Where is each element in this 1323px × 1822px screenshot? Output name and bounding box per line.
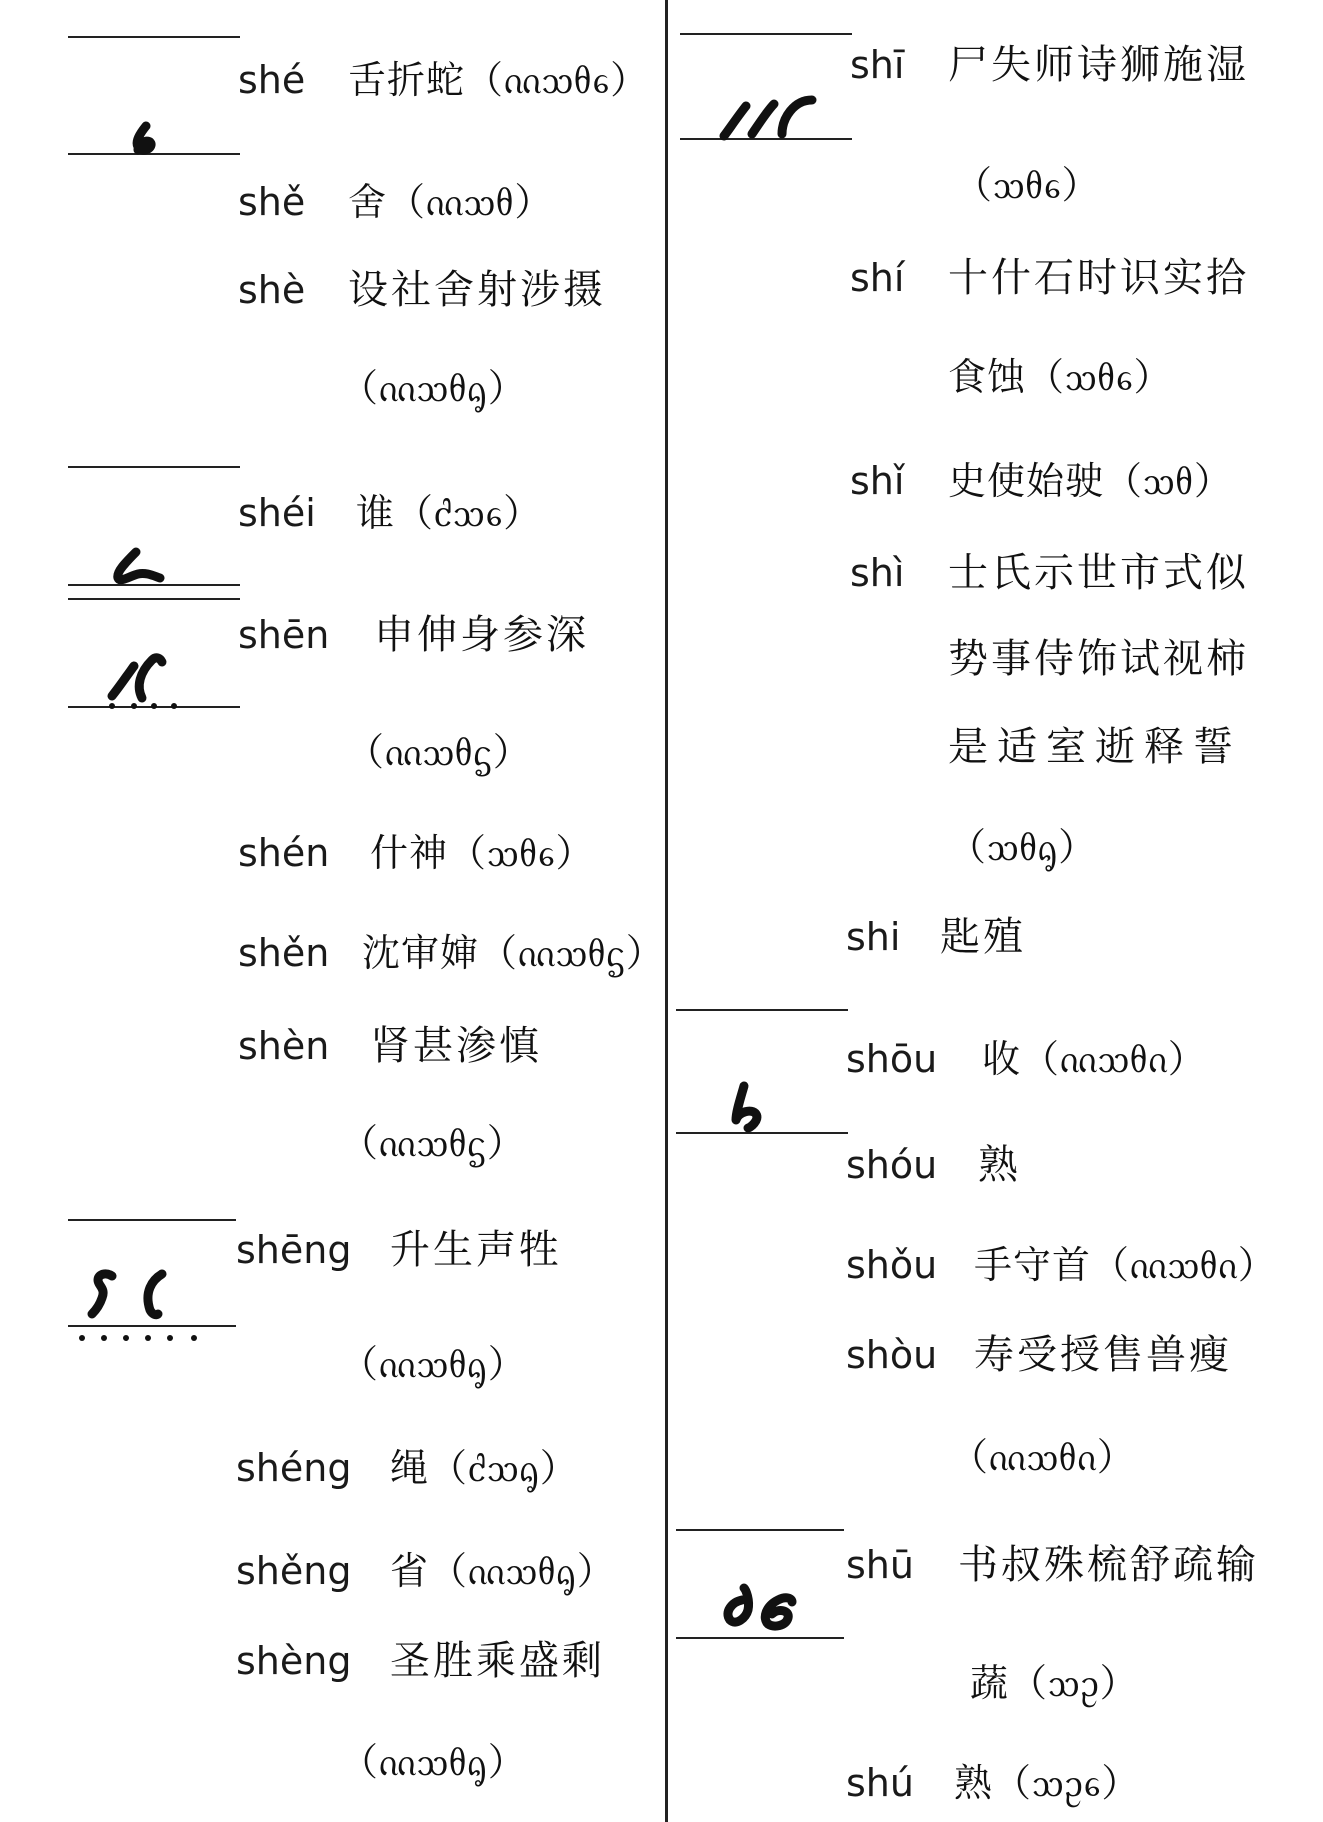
guide-line xyxy=(68,1219,236,1221)
guide-line xyxy=(676,1529,844,1531)
pinyin: shéi xyxy=(238,491,316,535)
characters: 匙殖 xyxy=(940,914,1026,960)
characters: 十什石时识实拾 xyxy=(948,255,1249,301)
guide-line xyxy=(68,36,240,38)
characters: 尸失师诗狮施湿 xyxy=(948,42,1249,88)
script-reading: （ᦶᦉᦲᧃ） xyxy=(346,730,532,774)
characters: 手守首（ᦶᦉᦲᦵ） xyxy=(974,1243,1277,1287)
script-shou-icon xyxy=(726,1082,782,1134)
pinyin: shě xyxy=(238,180,306,224)
script-reading: （ᦶᦉᦲᧂ） xyxy=(340,366,527,410)
characters: 肾甚渗慎 xyxy=(370,1023,542,1069)
pinyin: shé xyxy=(238,58,306,102)
characters: 舌折蛇（ᦶᦉᦲᧈ） xyxy=(348,58,650,102)
pinyin: shǒu xyxy=(846,1243,938,1287)
pinyin: shú xyxy=(846,1761,914,1805)
characters: 什神（ᦉᦲᧈ） xyxy=(370,831,595,875)
pinyin: shí xyxy=(850,256,905,300)
characters: 熟（ᦉᦳᧈ） xyxy=(954,1761,1141,1805)
characters: 沈审婶（ᦶᦉᦲᧃ） xyxy=(362,931,665,975)
pinyin: shòu xyxy=(846,1333,938,1377)
characters-continued: 食蚀（ᦉᦲᧈ） xyxy=(948,355,1173,399)
characters: 申伸身参深 xyxy=(374,612,589,658)
pinyin: shéng xyxy=(236,1446,352,1490)
pinyin: shì xyxy=(850,551,905,595)
script-shu-icon xyxy=(716,1584,800,1634)
guide-line xyxy=(676,1009,848,1011)
characters: 绳（ᦺᦉᧂ） xyxy=(390,1446,579,1490)
characters: 书叔殊梳舒疏输 xyxy=(958,1542,1259,1588)
characters: 谁（ᦺᦉᧈ） xyxy=(356,491,543,535)
script-sheng-icon xyxy=(72,1258,212,1340)
script-reading: （ᦉᦲᧈ） xyxy=(954,163,1101,207)
characters: 史使始驶（ᦉᦲ） xyxy=(948,459,1233,503)
pinyin: shōu xyxy=(846,1037,938,1081)
script-reading: （ᦶᦉᦲᧂ） xyxy=(340,1342,527,1386)
pinyin: shū xyxy=(846,1543,914,1587)
script-shei-icon xyxy=(108,548,168,586)
pinyin: shī xyxy=(850,43,905,87)
guide-line xyxy=(680,33,852,35)
characters: 寿受授售兽瘦 xyxy=(974,1332,1232,1378)
pinyin: shè xyxy=(238,268,306,312)
pinyin: shi xyxy=(846,915,901,959)
guide-line xyxy=(68,466,240,468)
pinyin: shǐ xyxy=(850,459,905,503)
pinyin: shèng xyxy=(236,1639,352,1683)
script-shen-icon xyxy=(104,648,204,710)
pinyin: shěng xyxy=(236,1549,352,1593)
script-reading: （ᦶᦉᦲᦵ） xyxy=(950,1435,1136,1479)
pinyin: shóu xyxy=(846,1143,938,1187)
guide-line xyxy=(68,598,240,600)
column-divider xyxy=(665,0,668,1822)
characters: 舍（ᦶᦉᦲ） xyxy=(348,180,554,224)
characters: 升生声牲 xyxy=(390,1227,562,1273)
characters: 士氏示世市式似 xyxy=(948,550,1249,596)
pinyin: shèn xyxy=(238,1024,330,1068)
characters-continued: 是适室逝释誓 xyxy=(948,724,1242,770)
script-reading: （ᦶᦉᦲᧂ） xyxy=(340,1740,527,1784)
characters: 熟 xyxy=(978,1142,1021,1188)
characters: 圣胜乘盛剩 xyxy=(390,1638,605,1684)
characters: 省（ᦶᦉᦲᧂ） xyxy=(390,1549,616,1593)
pinyin: shén xyxy=(238,831,330,875)
script-she-icon xyxy=(128,122,168,156)
script-reading: （ᦶᦉᦲᧃ） xyxy=(340,1121,526,1165)
characters: 设社舍射涉摄 xyxy=(348,267,606,313)
characters-continued: 蔬（ᦉᦳ） xyxy=(970,1661,1139,1705)
pinyin: shēng xyxy=(236,1228,352,1272)
characters-continued: 势事侍饰试视柿 xyxy=(948,636,1249,682)
script-shi-icon xyxy=(716,88,826,144)
guide-line xyxy=(676,1637,844,1639)
characters: 收（ᦶᦉᦲᦵ） xyxy=(982,1037,1207,1081)
pinyin: shěn xyxy=(238,931,330,975)
script-reading: （ᦉᦲᧂ） xyxy=(948,825,1098,869)
pinyin: shēn xyxy=(238,613,330,657)
